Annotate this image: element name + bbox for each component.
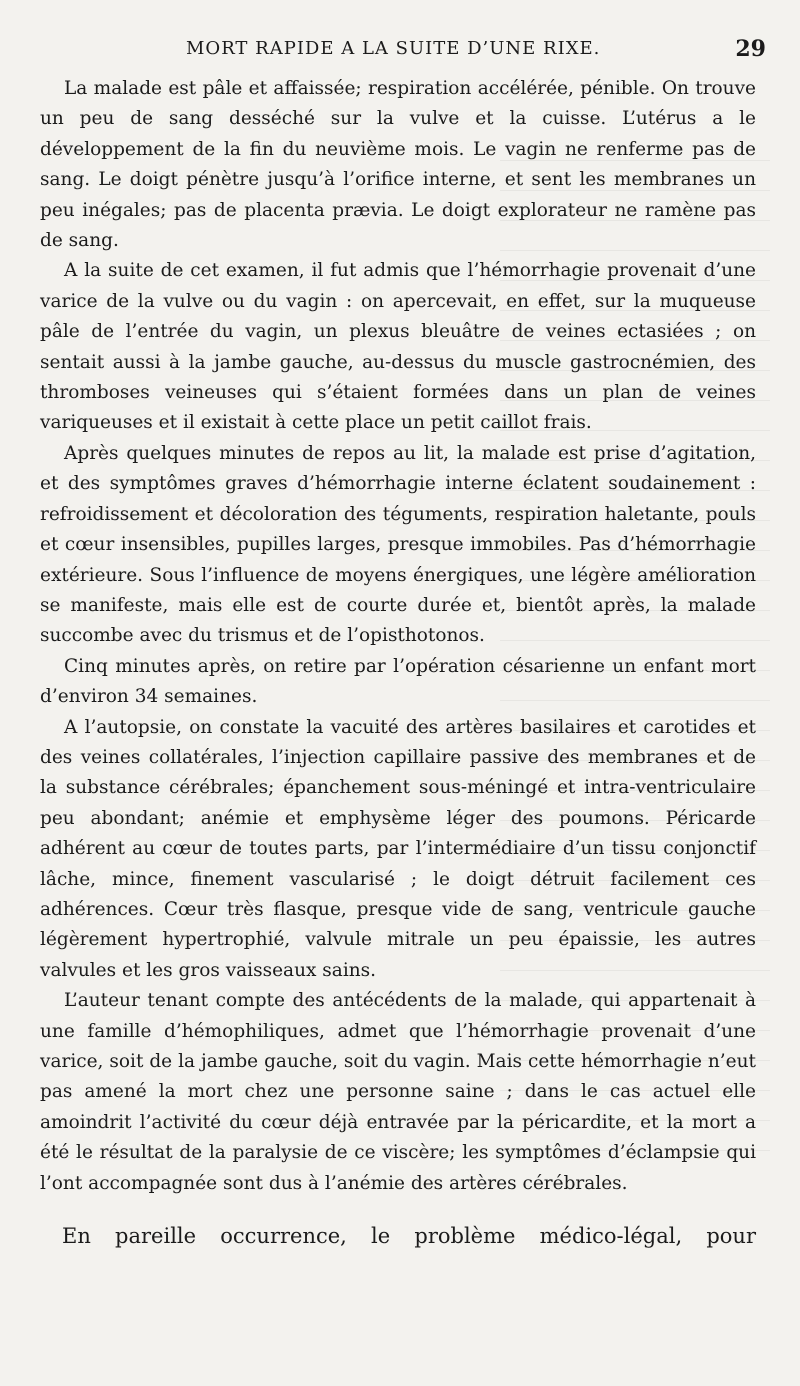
paragraph-autopsy: A l’autopsie, on constate la vacuité des artères basilaires et carotides et des veines collatérales, l’injection capillaire passive des membranes et de la substance cérébrales; épanchement sous-méningé et intra-ventriculaire peu abondant; anémie et emphysème léger des poumons. Péricarde adhérent au cœur de toutes parts, par l’intermédiaire d’un tissu conjonctif lâche, mince, finement vascularisé ; le doigt détruit facilement ces adhérences. Cœur très flasque, presque vide de sang, ventricule gauche légèrement hypertrophié, valvule mitrale un peu épaissie, les autres valvules et les gros vaisseaux sains. [40,716,756,981]
paragraph-patient-state: La malade est pâle et affaissée; respiration accélérée, pénible. On trouve un peu de sang desséché sur la vulve et la cuisse. L’utérus a le développement de la fin du neuvième mois. Le vagin ne renferme pas de sang. Le doigt pénètre jusqu’à l’orifice interne, et sent les membranes un peu inégales; pas de placenta prævia. Le doigt explorateur ne ramène pas de sang. [40,78,756,252]
paragraph-varicose-hemorrhage: A la suite de cet examen, il fut admis que l’hémorrhagie provenait d’une varice de la vulve ou du vagin : on apercevait, en effet, sur la muqueuse pâle de l’entrée du vagin, un plexus bleuâtre de veines ectasiées ; on sentait aussi à la jambe gauche, au-dessus du muscle gastrocnémien, des thromboses veineuses qui s’étaient formées dans un plan de veines variqueuses et il existait à cette place un petit caillot frais. [40,260,756,434]
paragraph-internal-hemorrhage: Après quelques minutes de repos au lit, la malade est prise d’agitation, et des symptômes graves d’hémorrhagie interne éclatent soudainement : refroidissement et décoloration des téguments, respiration haletante, pouls et cœur insensibles, pupilles larges, presque immobiles. Pas d’hémorrhagie extérieure. Sous l’influence de moyens énergiques, une légère amélioration se manifeste, mais elle est de courte durée et, bientôt après, la malade succombe avec du trismus et de l’opisthotonos. [40,442,756,647]
paragraph-author-conclusion: L’auteur tenant compte des antécédents de la malade, qui appartenait à une famille d’hémophiliques, admet que l’hémorrhagie provenait d’une varice, soit de la jambe gauche, soit du vagin. Mais cette hémorrhagie n’eut pas amené la mort chez une personne saine ; dans le cas actuel elle amoindrit l’activité du cœur déjà entravée par la péricardite, et la mort a été le résultat de la paralysie de ce viscère; les symptômes d’éclampsie qui l’ont accompagnée sont dus à l’anémie des artères cérébrales. [40,990,756,1194]
running-head [40,38,770,68]
page-number: 29 [735,36,766,62]
paragraph-closing-line: En pareille occurrence, le problème médico-légal, pour [62,1224,756,1249]
paragraph-cesarean: Cinq minutes après, on retire par l’opération césarienne un enfant mort d’environ 34 semaines. [40,655,756,708]
body-text [40,74,756,1251]
running-title: MORT RAPIDE A LA SUITE D’UNE RIXE. [186,38,601,59]
